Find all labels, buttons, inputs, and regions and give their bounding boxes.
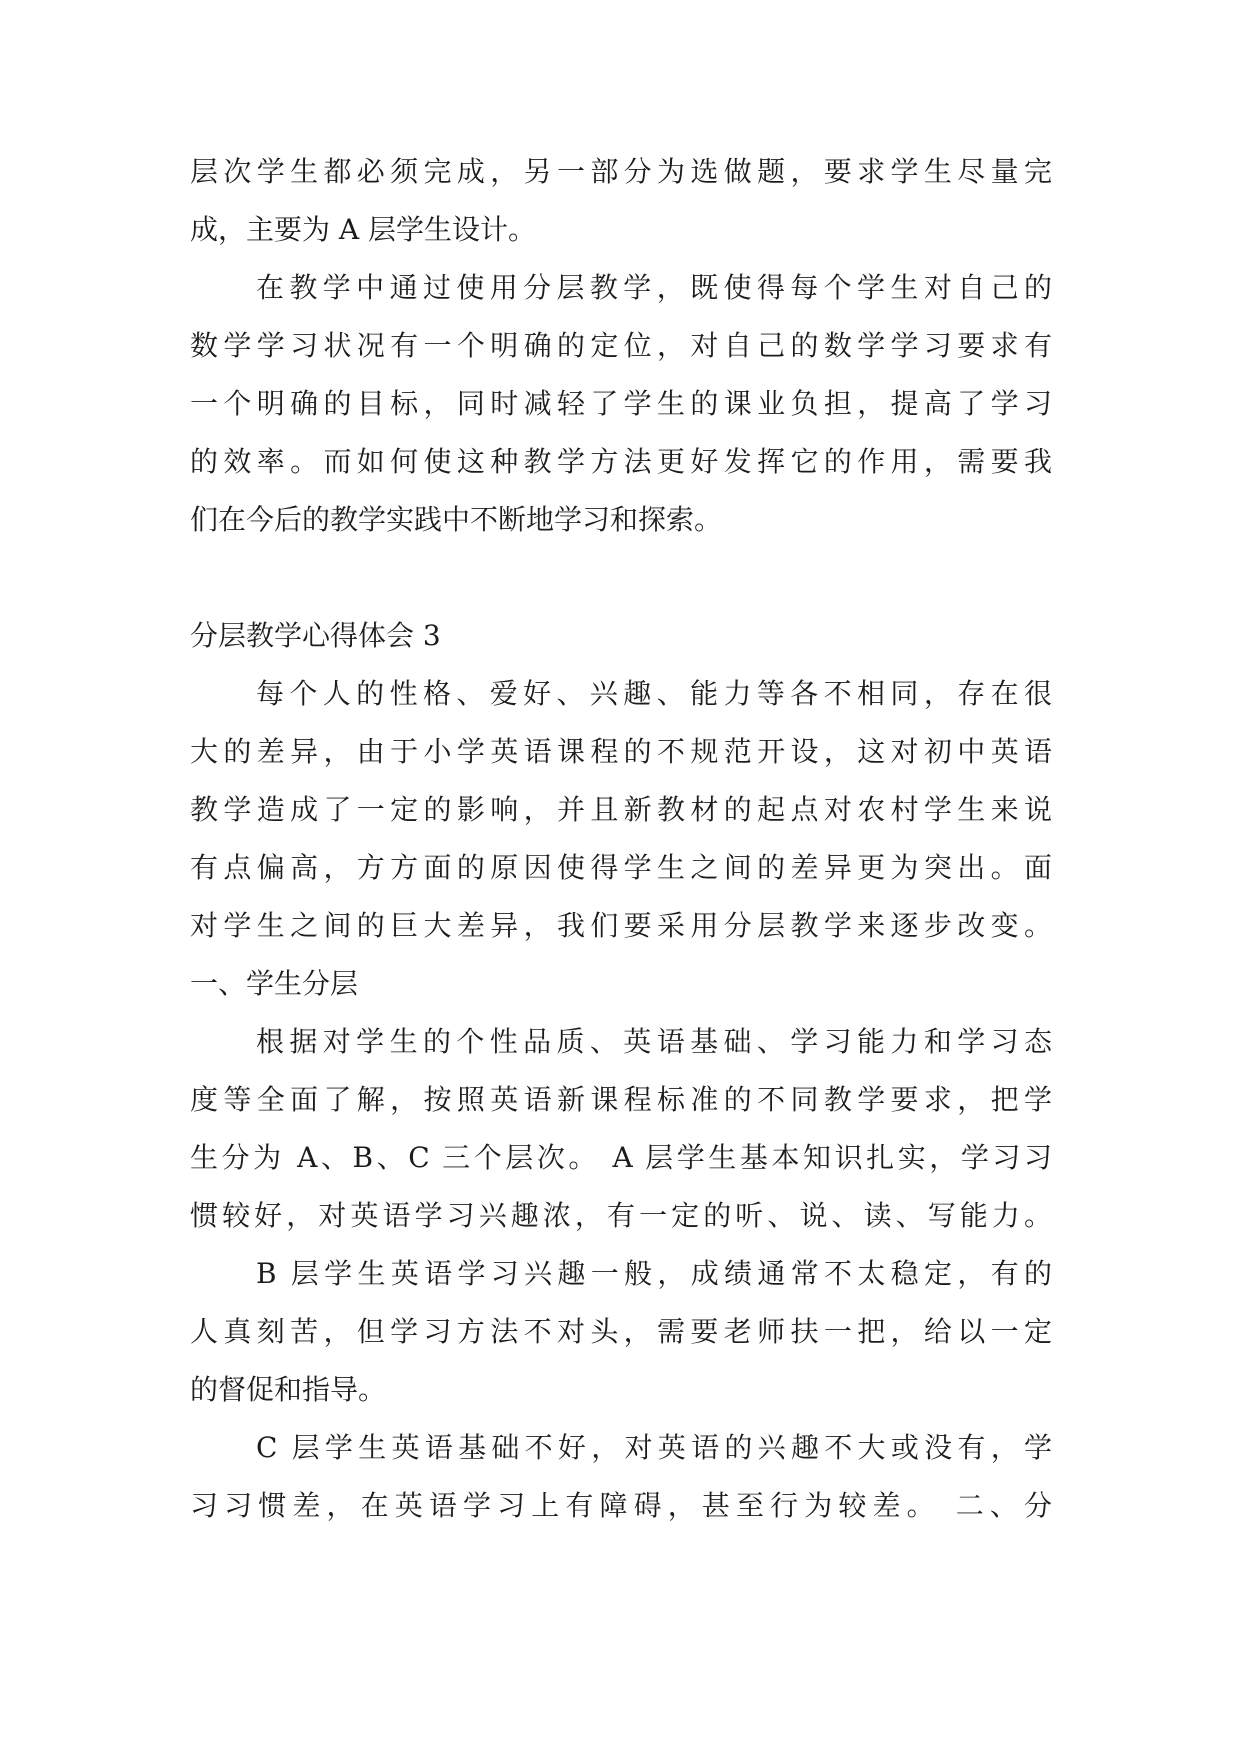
text-line: 对学生之间的巨大差异，我们要采用分层教学来逐步改变。	[190, 909, 1052, 942]
text-line: 惯较好，对英语学习兴趣浓，有一定的听、说、读、写能力。	[190, 1199, 1052, 1232]
text-line: 成，主要为 A 层学生设计。	[190, 213, 537, 246]
paragraph-first-line: 每个人的性格、爱好、兴趣、能力等各不相同，存在很	[256, 677, 1052, 710]
text-line: 一个明确的目标，同时减轻了学生的课业负担，提高了学习	[190, 387, 1052, 420]
text-line: 生分为 A、B、C 三个层次。 A 层学生基本知识扎实，学习习	[190, 1141, 1052, 1174]
text-line: 的督促和指导。	[190, 1373, 387, 1406]
paragraph-first-line: 在教学中通过使用分层教学，既使得每个学生对自己的	[256, 271, 1052, 304]
text-line: 人真刻苦，但学习方法不对头，需要老师扶一把，给以一定	[190, 1315, 1052, 1348]
text-line: 习习惯差，在英语学习上有障碍，甚至行为较差。 二、分	[190, 1489, 1052, 1522]
text-line: 有点偏高，方方面的原因使得学生之间的差异更为突出。面	[190, 851, 1052, 884]
paragraph-first-line: C 层学生英语基础不好，对英语的兴趣不大或没有，学	[256, 1431, 1052, 1464]
paragraph-first-line: 根据对学生的个性品质、英语基础、学习能力和学习态	[256, 1025, 1052, 1058]
text-line: 层次学生都必须完成，另一部分为选做题，要求学生尽量完	[190, 155, 1052, 188]
subsection-heading: 一、学生分层	[190, 967, 359, 1000]
text-line: 数学学习状况有一个明确的定位，对自己的数学学习要求有	[190, 329, 1052, 362]
text-line: 度等全面了解，按照英语新课程标准的不同教学要求，把学	[190, 1083, 1052, 1116]
paragraph-first-line: B 层学生英语学习兴趣一般，成绩通常不太稳定，有的	[256, 1257, 1052, 1290]
text-line: 大的差异，由于小学英语课程的不规范开设，这对初中英语	[190, 735, 1052, 768]
section-heading: 分层教学心得体会 3	[190, 619, 441, 652]
text-line: 们在今后的教学实践中不断地学习和探索。	[190, 503, 723, 536]
text-line: 的效率。而如何使这种教学方法更好发挥它的作用，需要我	[190, 445, 1052, 478]
text-line: 教学造成了一定的影响，并且新教材的起点对农村学生来说	[190, 793, 1052, 826]
